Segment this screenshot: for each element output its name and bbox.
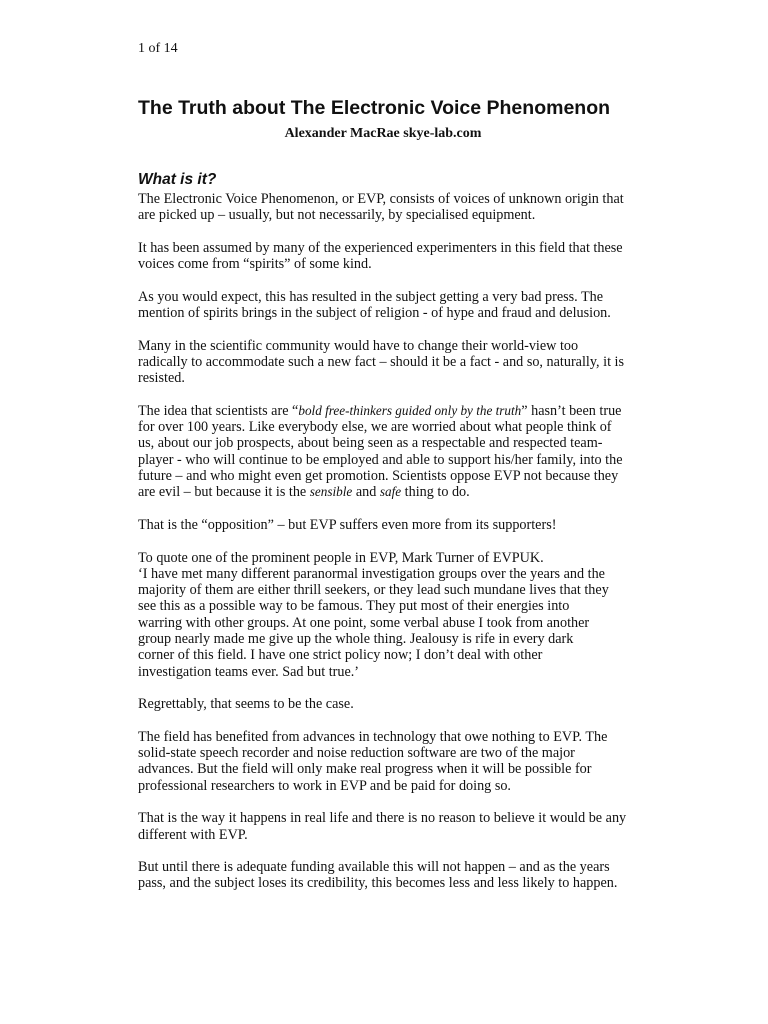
body-text [138, 191, 630, 908]
p5-emphasis-safe: safe [379, 484, 402, 500]
paragraph-technology: The field has benefited from advances in technology that owe nothing to EVP. The solid-state speech recorder and noise reduction software are two of the major advances. But the field will only make real progress when it will be possible for professional researchers to work in EVP and be paid for doing so. [138, 728, 608, 794]
paragraph-definition: The Electronic Voice Phenomenon, or EVP, consists of voices of unknown origin that are picked up – usually, but not necessarily, by specialised equipment. [138, 191, 624, 224]
p5-emphasis-quote: bold free-thinkers guided only by the truth [298, 402, 522, 418]
paragraph-real-life: That is the way it happens in real life and there is no reason to believe it would be any different with EVP. [138, 810, 627, 843]
p5-text-c: ” hasn’t been true for over 100 years. Like everybody else, we are worried about what people think of us, about our job prospects, about being seen as a respectable and respected team-player - who will continue to be employed and able to support his/her family, into the future – and who might even get promotion. Scientists oppose EVP not because they are evil – but because it is the [138, 402, 623, 501]
p5-text-e: and [352, 484, 380, 501]
p5-text-g: thing to do. [401, 484, 470, 501]
author-line: Alexander MacRae skye-lab.com [284, 126, 482, 141]
paragraph-scientific-community: Many in the scientific community would have to change their world-view too radically to accommodate such a new fact – should it be a fact - and so, naturally, it is resisted. [138, 337, 625, 387]
page-counter: 1 of 14 [138, 41, 178, 56]
p5-emphasis-sensible: sensible [309, 484, 353, 500]
paragraph-spirits: It has been assumed by many of the experienced experimenters in this field that these voices come from “spirits” of some kind. [138, 239, 623, 273]
block-quote: ‘I have met many different paranormal investigation groups over the years and the majority of them are either thrill seekers, or they lead such mundane lives that they see this as a possible way to be famous. They put most of their energies into warring with other groups. At one point, some verbal abuse I took from another group nearly made me give up the whole thing. Jealousy is rife in every dark corner of this field. I have one strict policy now; I don’t deal with other investigation teams ever. Sad but true.’ [138, 565, 609, 680]
paragraph-quote-intro: To quote one of the prominent people in EVP, Mark Turner of EVPUK. [138, 549, 544, 566]
paragraph-funding: But until there is adequate funding available this will not happen – and as the years pass, and the subject loses its credibility, this becomes less and less likely to happen. [138, 859, 618, 892]
document-title: The Truth about The Electronic Voice Phenomenon [138, 97, 611, 119]
paragraph-opposition: That is the “opposition” – but EVP suffers even more from its supporters! [138, 516, 557, 533]
section-heading: What is it? [138, 171, 217, 188]
paragraph-regrettably: Regrettably, that seems to be the case. [138, 696, 354, 713]
p5-text-a: The idea that scientists are “ [138, 402, 299, 419]
paragraph-scientists [138, 403, 630, 501]
paragraph-bad-press: As you would expect, this has resulted in the subject getting a very bad press. The mention of spirits brings in the subject of religion - of hype and fraud and delusion. [138, 288, 611, 322]
